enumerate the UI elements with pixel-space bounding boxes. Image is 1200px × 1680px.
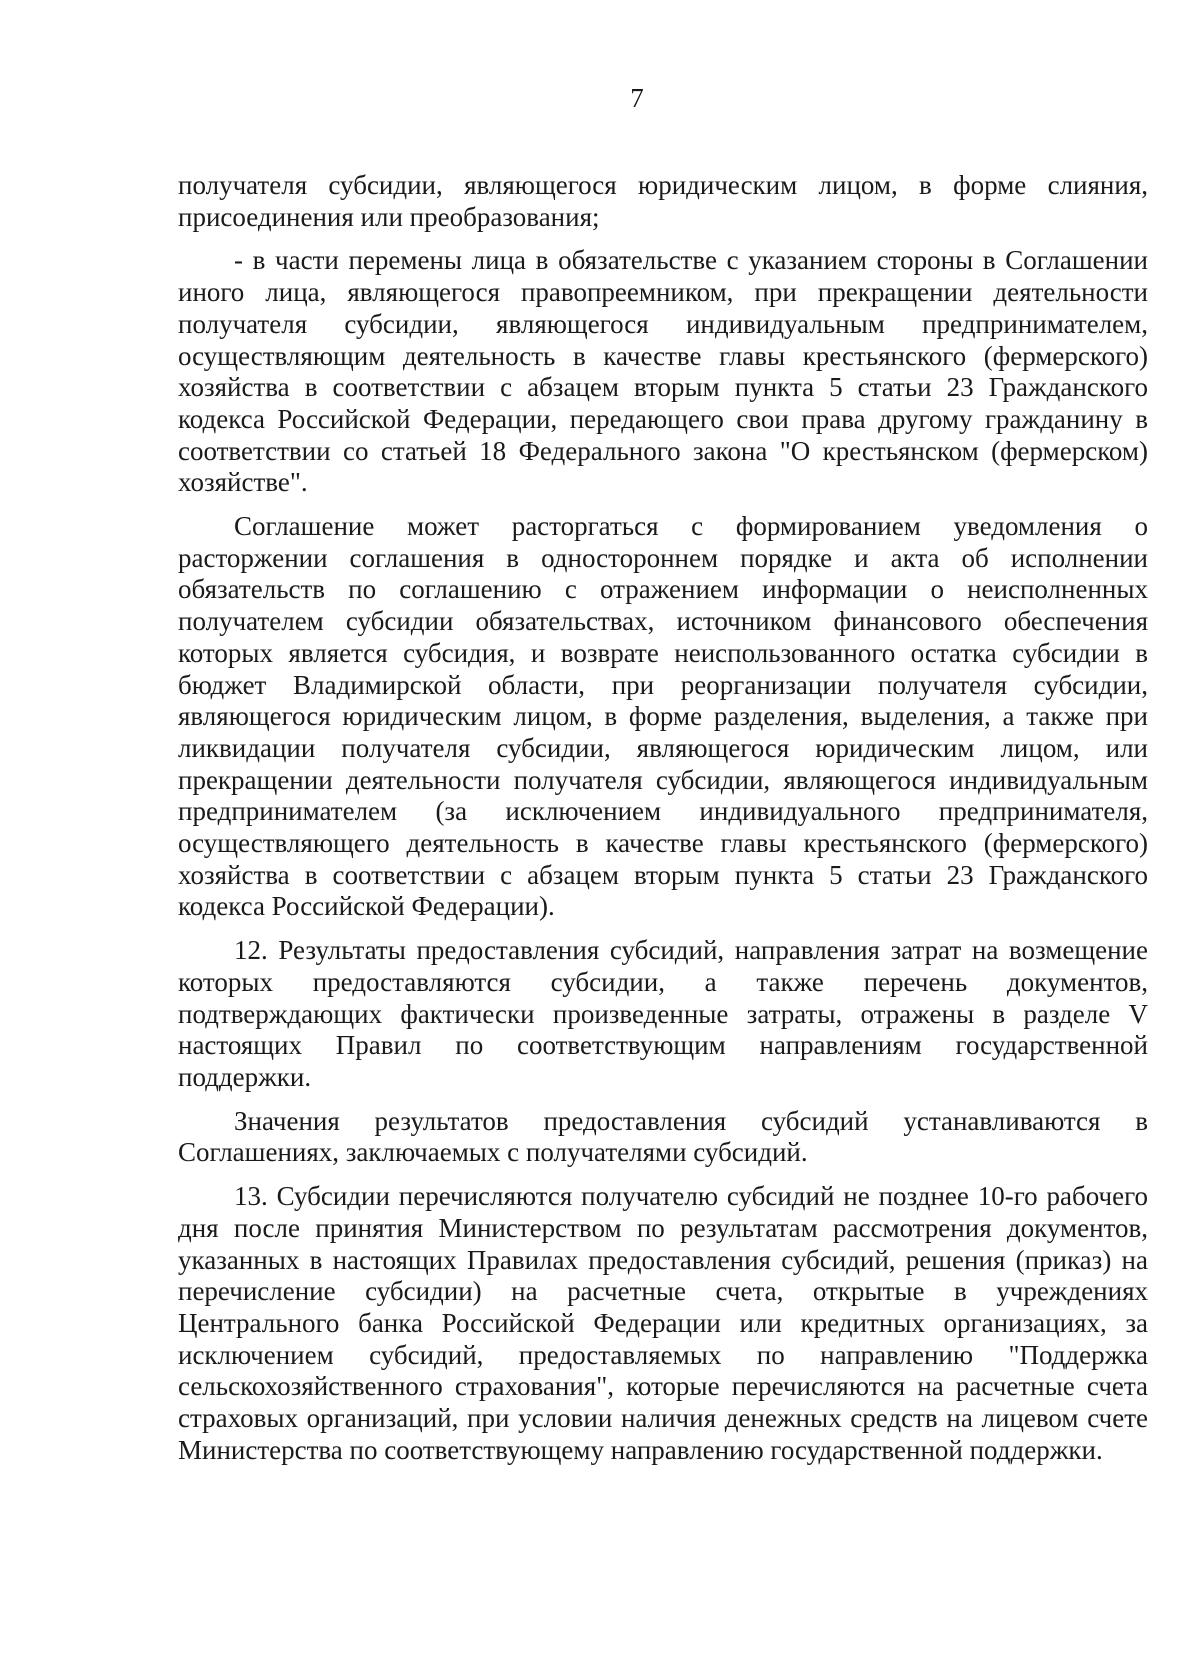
paragraph-change-of-party: - в части перемены лица в обязательстве с указанием стороны в Соглашении иного лица, являющегося правопреемником, при прекращении деятельности получателя субсидии, являющегося индивидуальным предпринимателем, осуществляющим деятельность в качестве главы крестьянского (фермерского) хозяйства в соответствии с абзацем вторым пункта 5 статьи 23 Гражданского кодекса Российской Федерации, передающего свои права другому гражданину в соответствии со статьей 18 Федерального закона "О крестьянском (фермерском) хозяйстве". [178,245,1148,498]
document-body [178,170,1148,1478]
page-number: 7 [630,83,644,113]
paragraph-continuation: получателя субсидии, являющегося юридическим лицом, в форме слияния, присоединения или преобразования; [178,170,1148,232]
paragraph-agreement-termination: Соглашение может расторгаться с формированием уведомления о расторжении соглашения в одностороннем порядке и акта об исполнении обязательств по соглашению с отражением информации о неисполненных получателем субсидии обязательствах, источником финансового обеспечения которых является субсидия, и возврате неиспользованного остатка субсидии в бюджет Владимирской области, при реорганизации получателя субсидии, являющегося юридическим лицом, в форме разделения, выделения, а также при ликвидации получателя субсидии, являющегося юридическим лицом, или прекращении деятельности получателя субсидии, являющегося индивидуальным предпринимателем (за исключением индивидуального предпринимателя, осуществляющего деятельность в качестве главы крестьянского (фермерского) хозяйства в соответствии с абзацем вторым пункта 5 статьи 23 Гражданского кодекса Российской Федерации). [178,511,1148,922]
paragraph-result-values: Значения результатов предоставления субсидий устанавливаются в Соглашениях, заключаемых с получателями субсидий. [178,1105,1148,1168]
paragraph-item-13: 13. Субсидии перечисляются получателю субсидий не позднее 10-го рабочего дня после принятия Министерством по результатам рассмотрения документов, указанных в настоящих Правилах предоставления субсидий, решения (приказ) на перечисление субсидии) на расчетные счета, открытые в учреждениях Центрального банка Российской Федерации или кредитных организациях, за исключением субсидий, предоставляемых по направлению "Поддержка сельскохозяйственного страхования", которые перечисляются на расчетные счета страховых организаций, при условии наличия денежных средств на лицевом счете Министерства по соответствующему направлению государственной поддержки. [178,1181,1148,1465]
paragraph-item-12: 12. Результаты предоставления субсидий, направления затрат на возмещение которых предоставляются субсидии, а также перечень документов, подтверждающих фактически произведенные затраты, отражены в разделе V настоящих Правил по соответствующим направлениям государственной поддержки. [178,935,1148,1092]
